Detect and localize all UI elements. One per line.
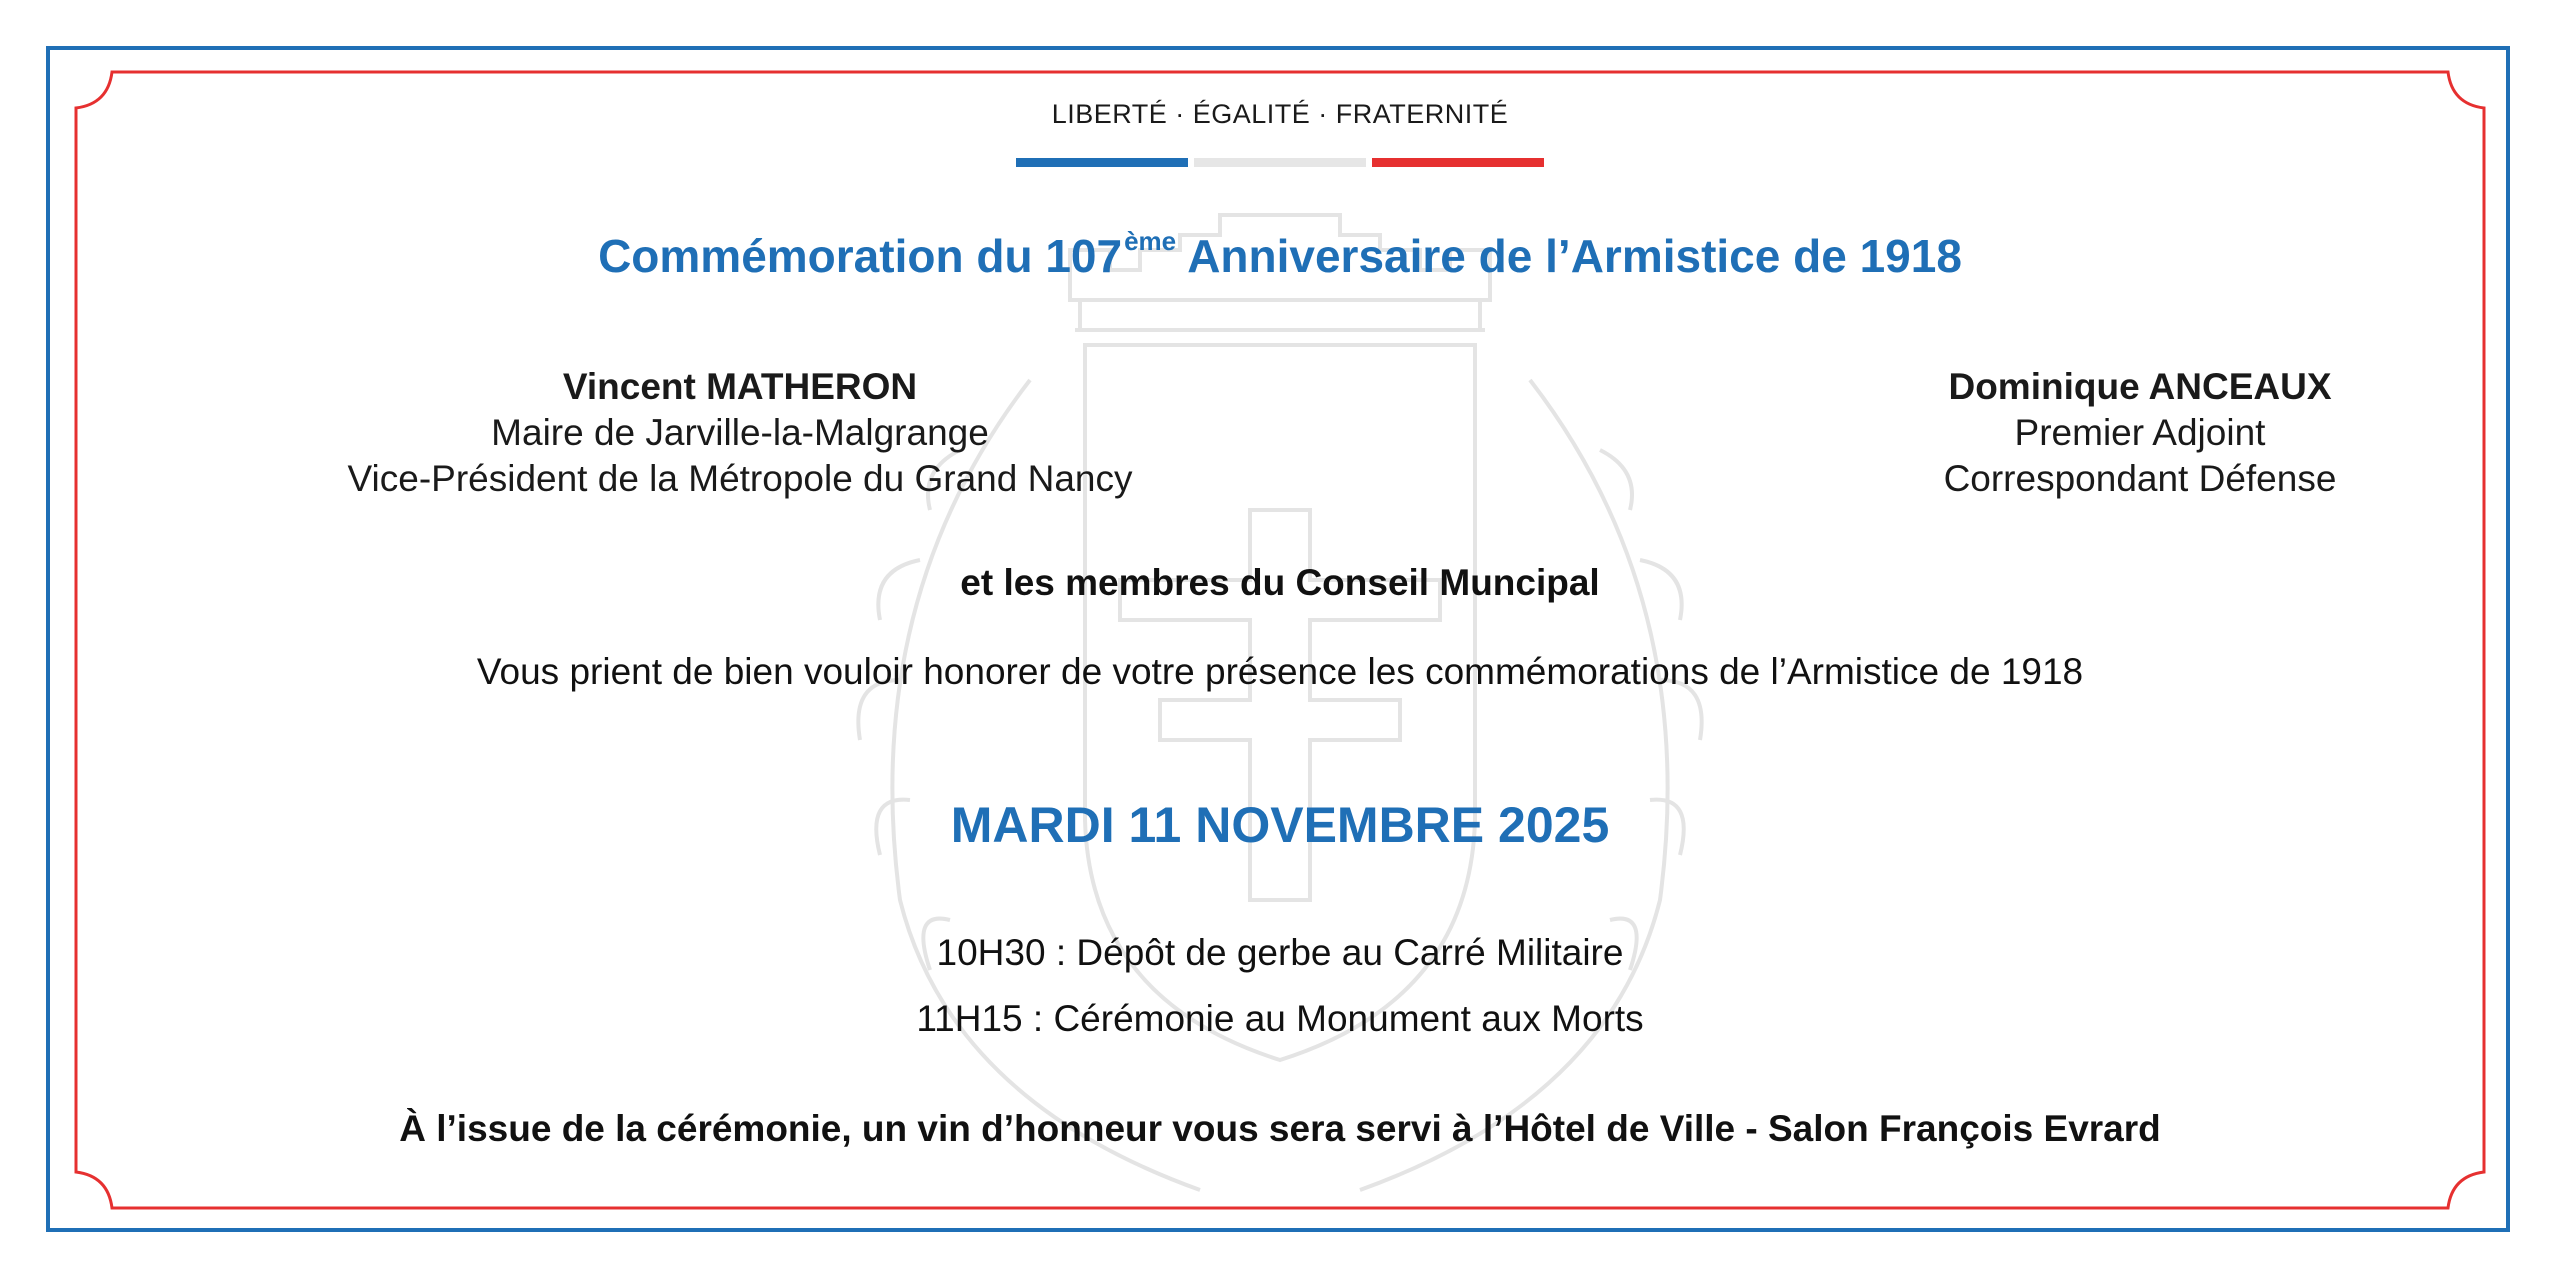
council-line: et les membres du Conseil Muncipal [960, 562, 1600, 603]
host-role: Premier Adjoint [2014, 412, 2266, 453]
host-name: Vincent MATHERON [562, 366, 918, 407]
host-role-secondary: Correspondant Défense [1943, 458, 2337, 499]
flag-bar-red [1372, 158, 1544, 167]
schedule-list [0, 920, 2560, 1052]
schedule-item: 11H15 : Cérémonie au Monument aux Morts [916, 998, 1644, 1039]
title-suffix: Anniversaire de l’Armistice de 1918 [1176, 230, 1962, 282]
host-name: Dominique ANCEAUX [1948, 366, 2332, 407]
title-superscript: ème [1124, 226, 1177, 256]
page-title [0, 226, 2560, 283]
host-deputy [1690, 364, 2560, 502]
host-mayor [240, 364, 1240, 502]
title-prefix: Commémoration du 107 [598, 230, 1123, 282]
event-date: MARDI 11 NOVEMBRE 2025 [950, 797, 1610, 853]
reception-notice: À l’issue de la cérémonie, un vin d’honneur vous sera servi à l’Hôtel de Ville - Salon François Evrard [399, 1108, 2161, 1149]
host-role-secondary: Vice-Président de la Métropole du Grand Nancy [347, 458, 1133, 499]
national-motto: LIBERTÉ · ÉGALITÉ · FRATERNITÉ [1051, 99, 1509, 129]
flag-bar-white [1194, 158, 1366, 167]
flag-bar-blue [1016, 158, 1188, 167]
invitation-text: Vous prient de bien vouloir honorer de votre présence les commémorations de l’Armistice de 1918 [476, 651, 2084, 692]
schedule-item: 10H30 : Dépôt de gerbe au Carré Militaire [936, 932, 1624, 973]
host-role: Maire de Jarville-la-Malgrange [491, 412, 989, 453]
